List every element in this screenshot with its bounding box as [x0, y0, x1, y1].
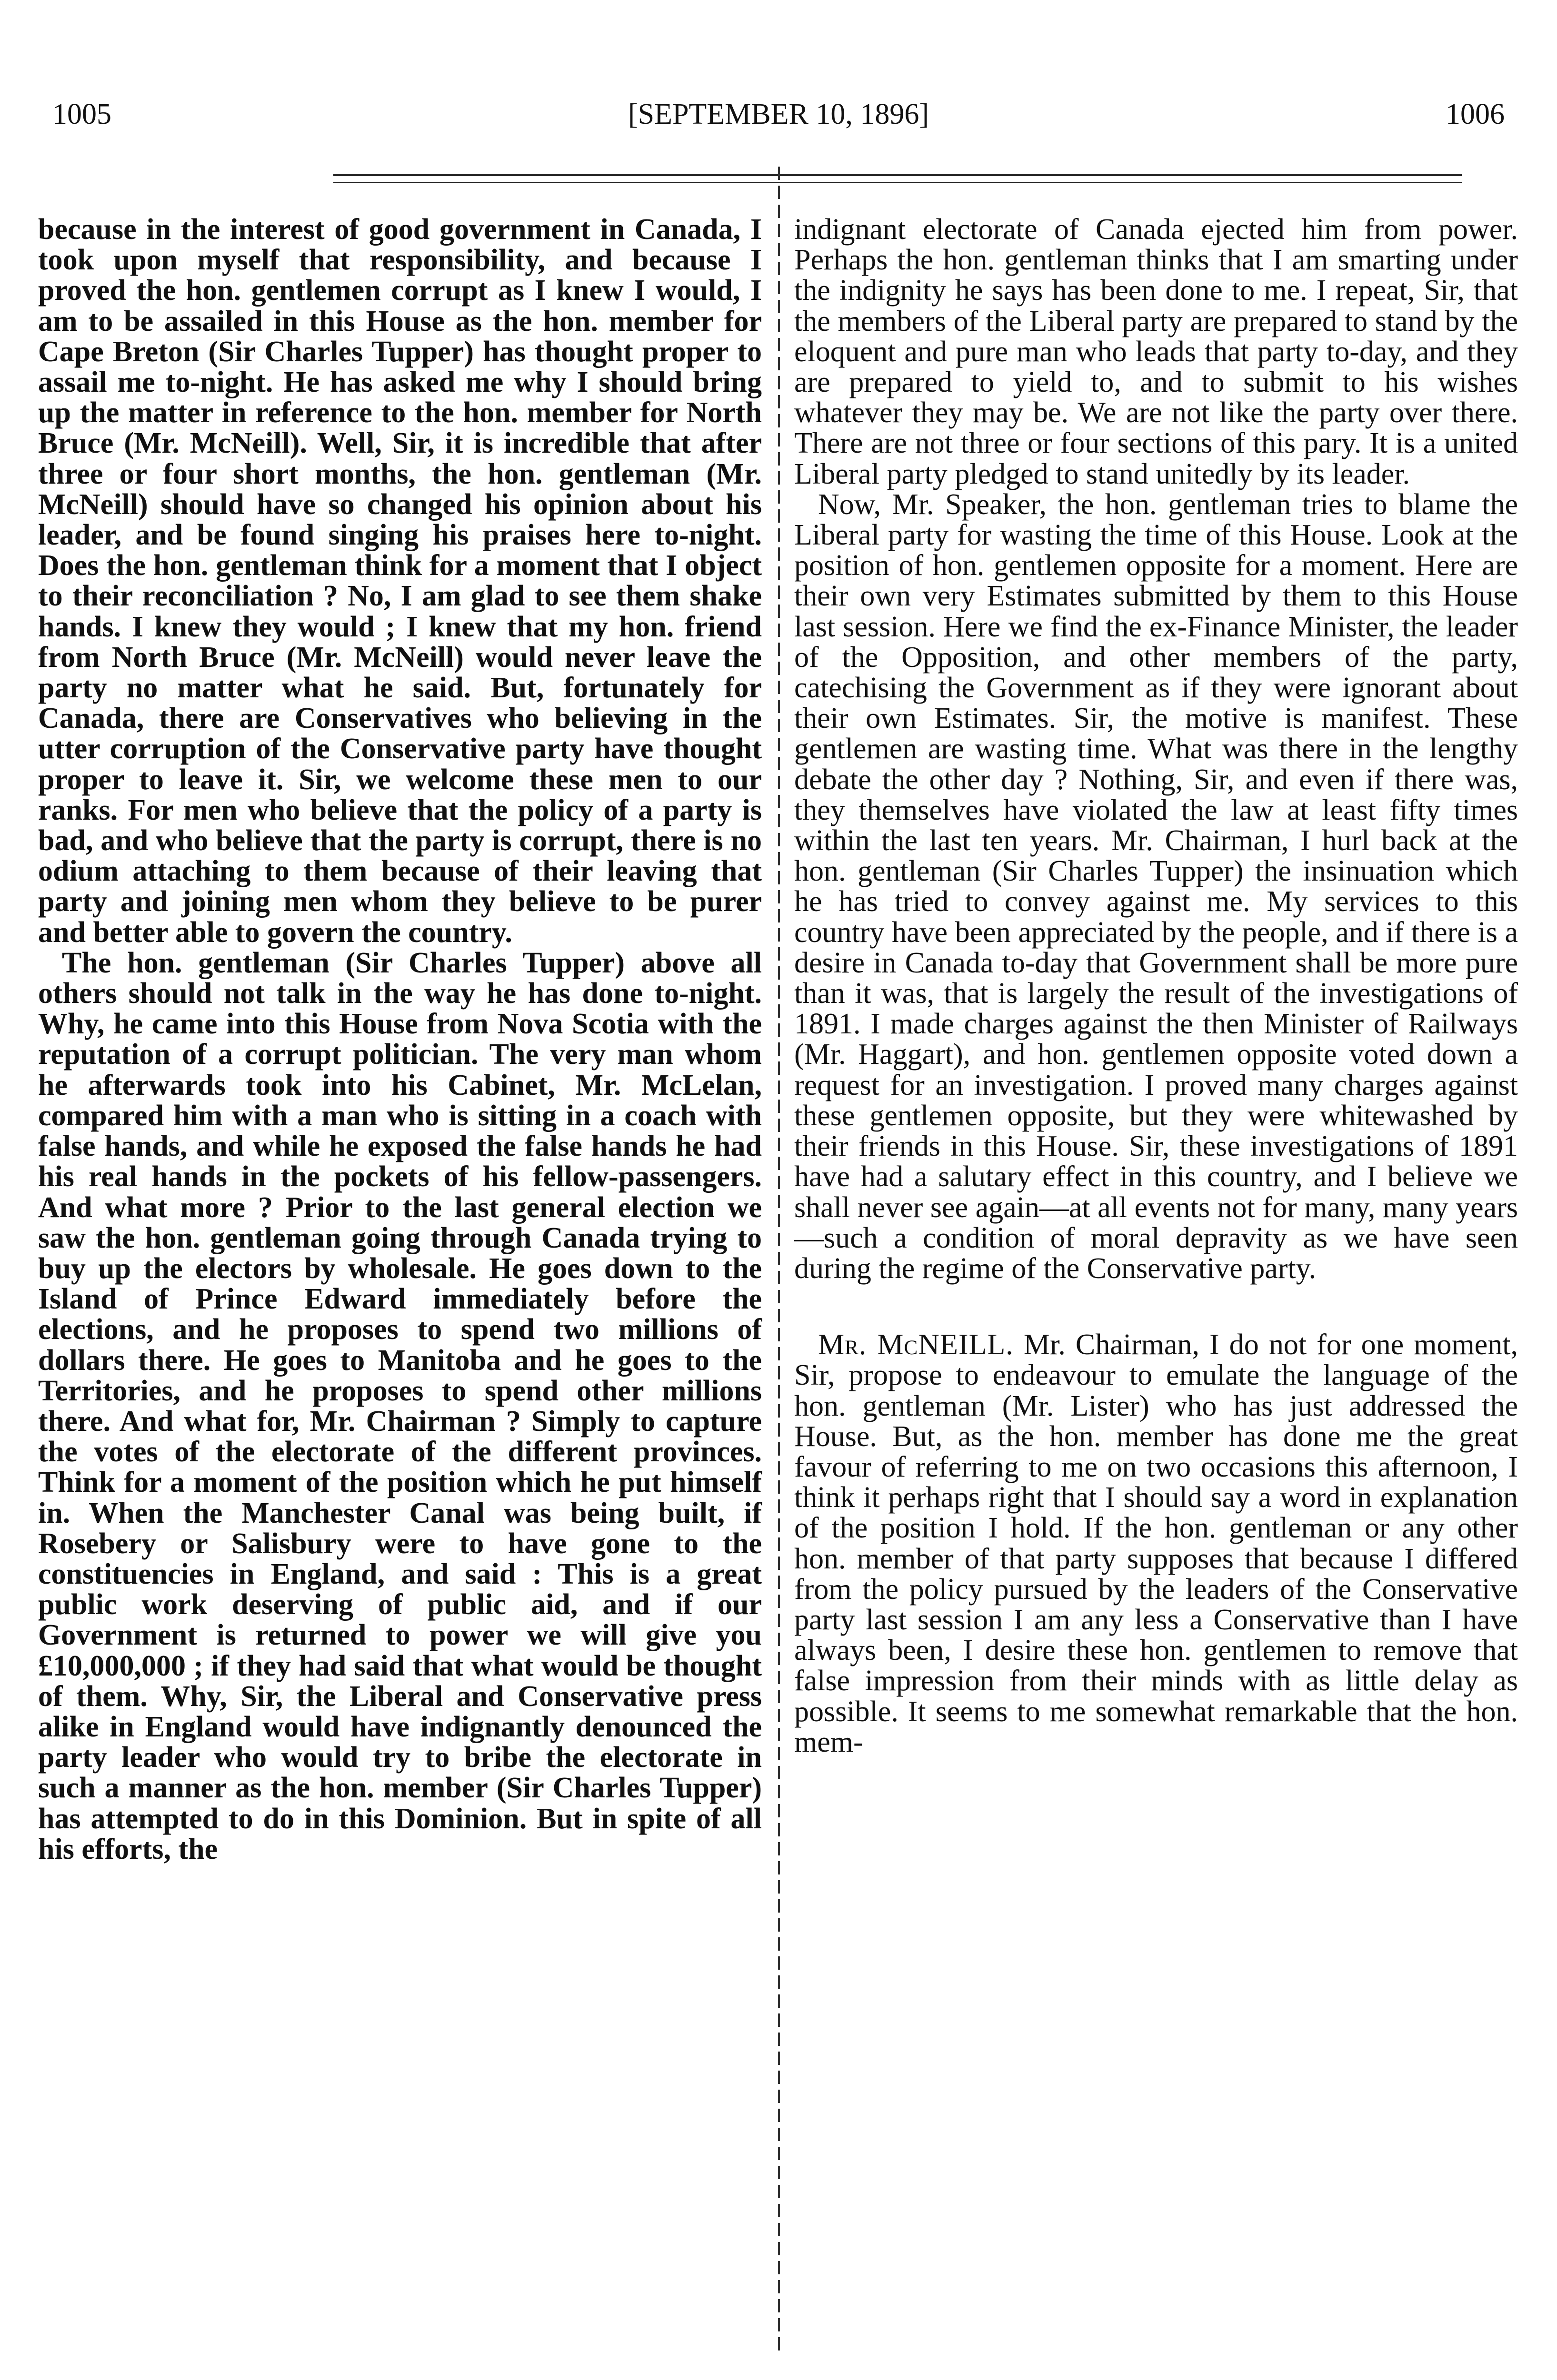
right-paragraph-1: indignant electorate of Canada ejected him from power. Perhaps the hon. gentleman thinks that I am smarting under the indignity he says has been done to me. I repeat, Sir, that the members of the Liberal party are prepared to stand by the eloquent and pure man who leads that party to-day, and they are prepared to yield to, and to submit to his wishes whatever they may be. We are not like the party over there. There are not three or four sections of this pary. It is a united Liberal party pledged to stand unitedly by its leader.	[794, 213, 1518, 490]
page-date: [SEPTEMBER 10, 1896]	[628, 98, 929, 130]
mcneill-speech	[794, 1329, 1518, 1757]
right-page-number: 1006	[1446, 98, 1505, 130]
header-rule-bottom	[333, 182, 1462, 183]
right-paragraph-2: Now, Mr. Speaker, the hon. gentleman tries to blame the Liberal party for wasting the time of this House. Look at the position of hon. gentlemen opposite for a moment. Here are their own very Estimates submitted by them to this House last session. Here we find the ex-Finance Minister, the leader of the Opposition, and other members of the party, catechising the Government as if they were ignorant about their own Estimates. Sir, the motive is manifest. These gentlemen are wasting time. What was there in the lengthy debate the other day ? Nothing, Sir, and even if there was, they themselves have violated the law at least fifty times within the last ten years. Mr. Chairman, I hurl back at the hon. gentleman (Sir Charles Tupper) the insinuation which he has tried to convey against me. My services to this country have been appreciated by the people, and if there is a desire in Canada to-day that Government shall be more pure than it was, that is largely the result of the investigations of 1891. I made charges against the then Minister of Railways (Mr. Haggart), and hon. gentlemen opposite voted down a request for an investigation. I proved many charges against these gentlemen opposite, but they were whitewashed by their friends in this House. Sir, these investigations of 1891 have had a salutary effect in this country, and I believe we shall never see again—at all events not for many, many years—such a condition of moral depravity as we have seen during the regime of the Conservative party.	[794, 488, 1518, 1285]
right-column	[794, 214, 1518, 1757]
left-column	[38, 214, 762, 1864]
speaker-name: Mr. McNEILL.	[818, 1329, 1014, 1361]
header-rule-top	[333, 174, 1462, 176]
left-paragraph-2: The hon. gentleman (Sir Charles Tupper) above all others should not talk in the way he has done to-night. Why, he came into this House from Nova Scotia with the reputation of a corrupt politician. The very man whom he afterwards took into his Cabinet, Mr. McLelan, compared him with a man who is sitting in a coach with false hands, and while he exposed the false hands he had his real hands in the pockets of his fellow-passengers. And what more ? Prior to the last general election we saw the hon. gentleman going through Canada trying to buy up the electors by wholesale. He goes down to the Island of Prince Edward immediately before the elections, and he proposes to spend two millions of dollars there. He goes to Manitoba and he goes to the Territories, and he proposes to spend other millions there. And what for, Mr. Chairman ? Simply to capture the votes of the electorate of the different provinces. Think for a moment of the position which he put himself in. When the Manchester Canal was being built, if Rosebery or Salisbury were to have gone to the constituencies in England, and said : This is a great public work deserving of public aid, and if our Government is returned to power we will give you £10,000,000 ; if they had said that what would be thought of them. Why, Sir, the Liberal and Conservative press alike in England would have indignantly denounced the party leader who would try to bribe the electorate in such a manner as the hon. member (Sir Charles Tupper) has attempted to do in this Dominion. But in spite of all his efforts, the	[38, 946, 762, 1865]
left-page-number: 1005	[52, 98, 111, 130]
page-header	[52, 95, 1505, 133]
right-paragraph-3: Mr. Chairman, I do not for one moment, Sir, propose to endeavour to emulate the language of the hon. gentleman (Mr. Lister) who has just addressed the House. But, as the hon. member has done me the great favour of referring to me on two occasions this afternoon, I think it perhaps right that I should say a word in explanation of the position I hold. If the hon. gentleman or any other hon. member of that party supposes that because I differed from the policy pursued by the leaders of the Conservative party last session I am any less a Conservative than I have always been, I desire these hon. gentlemen to remove that false impression from their minds with as little delay as possible. It seems to me somewhat remarkable that the hon. mem-	[794, 1329, 1518, 1758]
left-paragraph-1: because in the interest of good government in Canada, I took upon myself that responsibility, and because I proved the hon. gentlemen corrupt as I knew I would, I am to be assailed in this House as the hon. member for Cape Breton (Sir Charles Tupper) has thought proper to assail me to-night. He has asked me why I should bring up the matter in reference to the hon. member for North Bruce (Mr. McNeill). Well, Sir, it is incredible that after three or four short months, the hon. gentleman (Mr. McNeill) should have so changed his opinion about his leader, and be found singing his praises here to-night. Does the hon. gentleman think for a moment that I object to their reconciliation ? No, I am glad to see them shake hands. I knew they would ; I knew that my hon. friend from North Bruce (Mr. McNeill) would never leave the party no matter what he said. But, fortunately for Canada, there are Conservatives who believing in the utter corruption of the Conservative party have thought proper to leave it. Sir, we welcome these men to our ranks. For men who believe that the policy of a party is bad, and who believe that the party is corrupt, there is no odium attaching to them because of their leaving that party and joining men whom they believe to be purer and better able to govern the country.	[38, 213, 762, 949]
column-divider	[778, 167, 780, 2356]
